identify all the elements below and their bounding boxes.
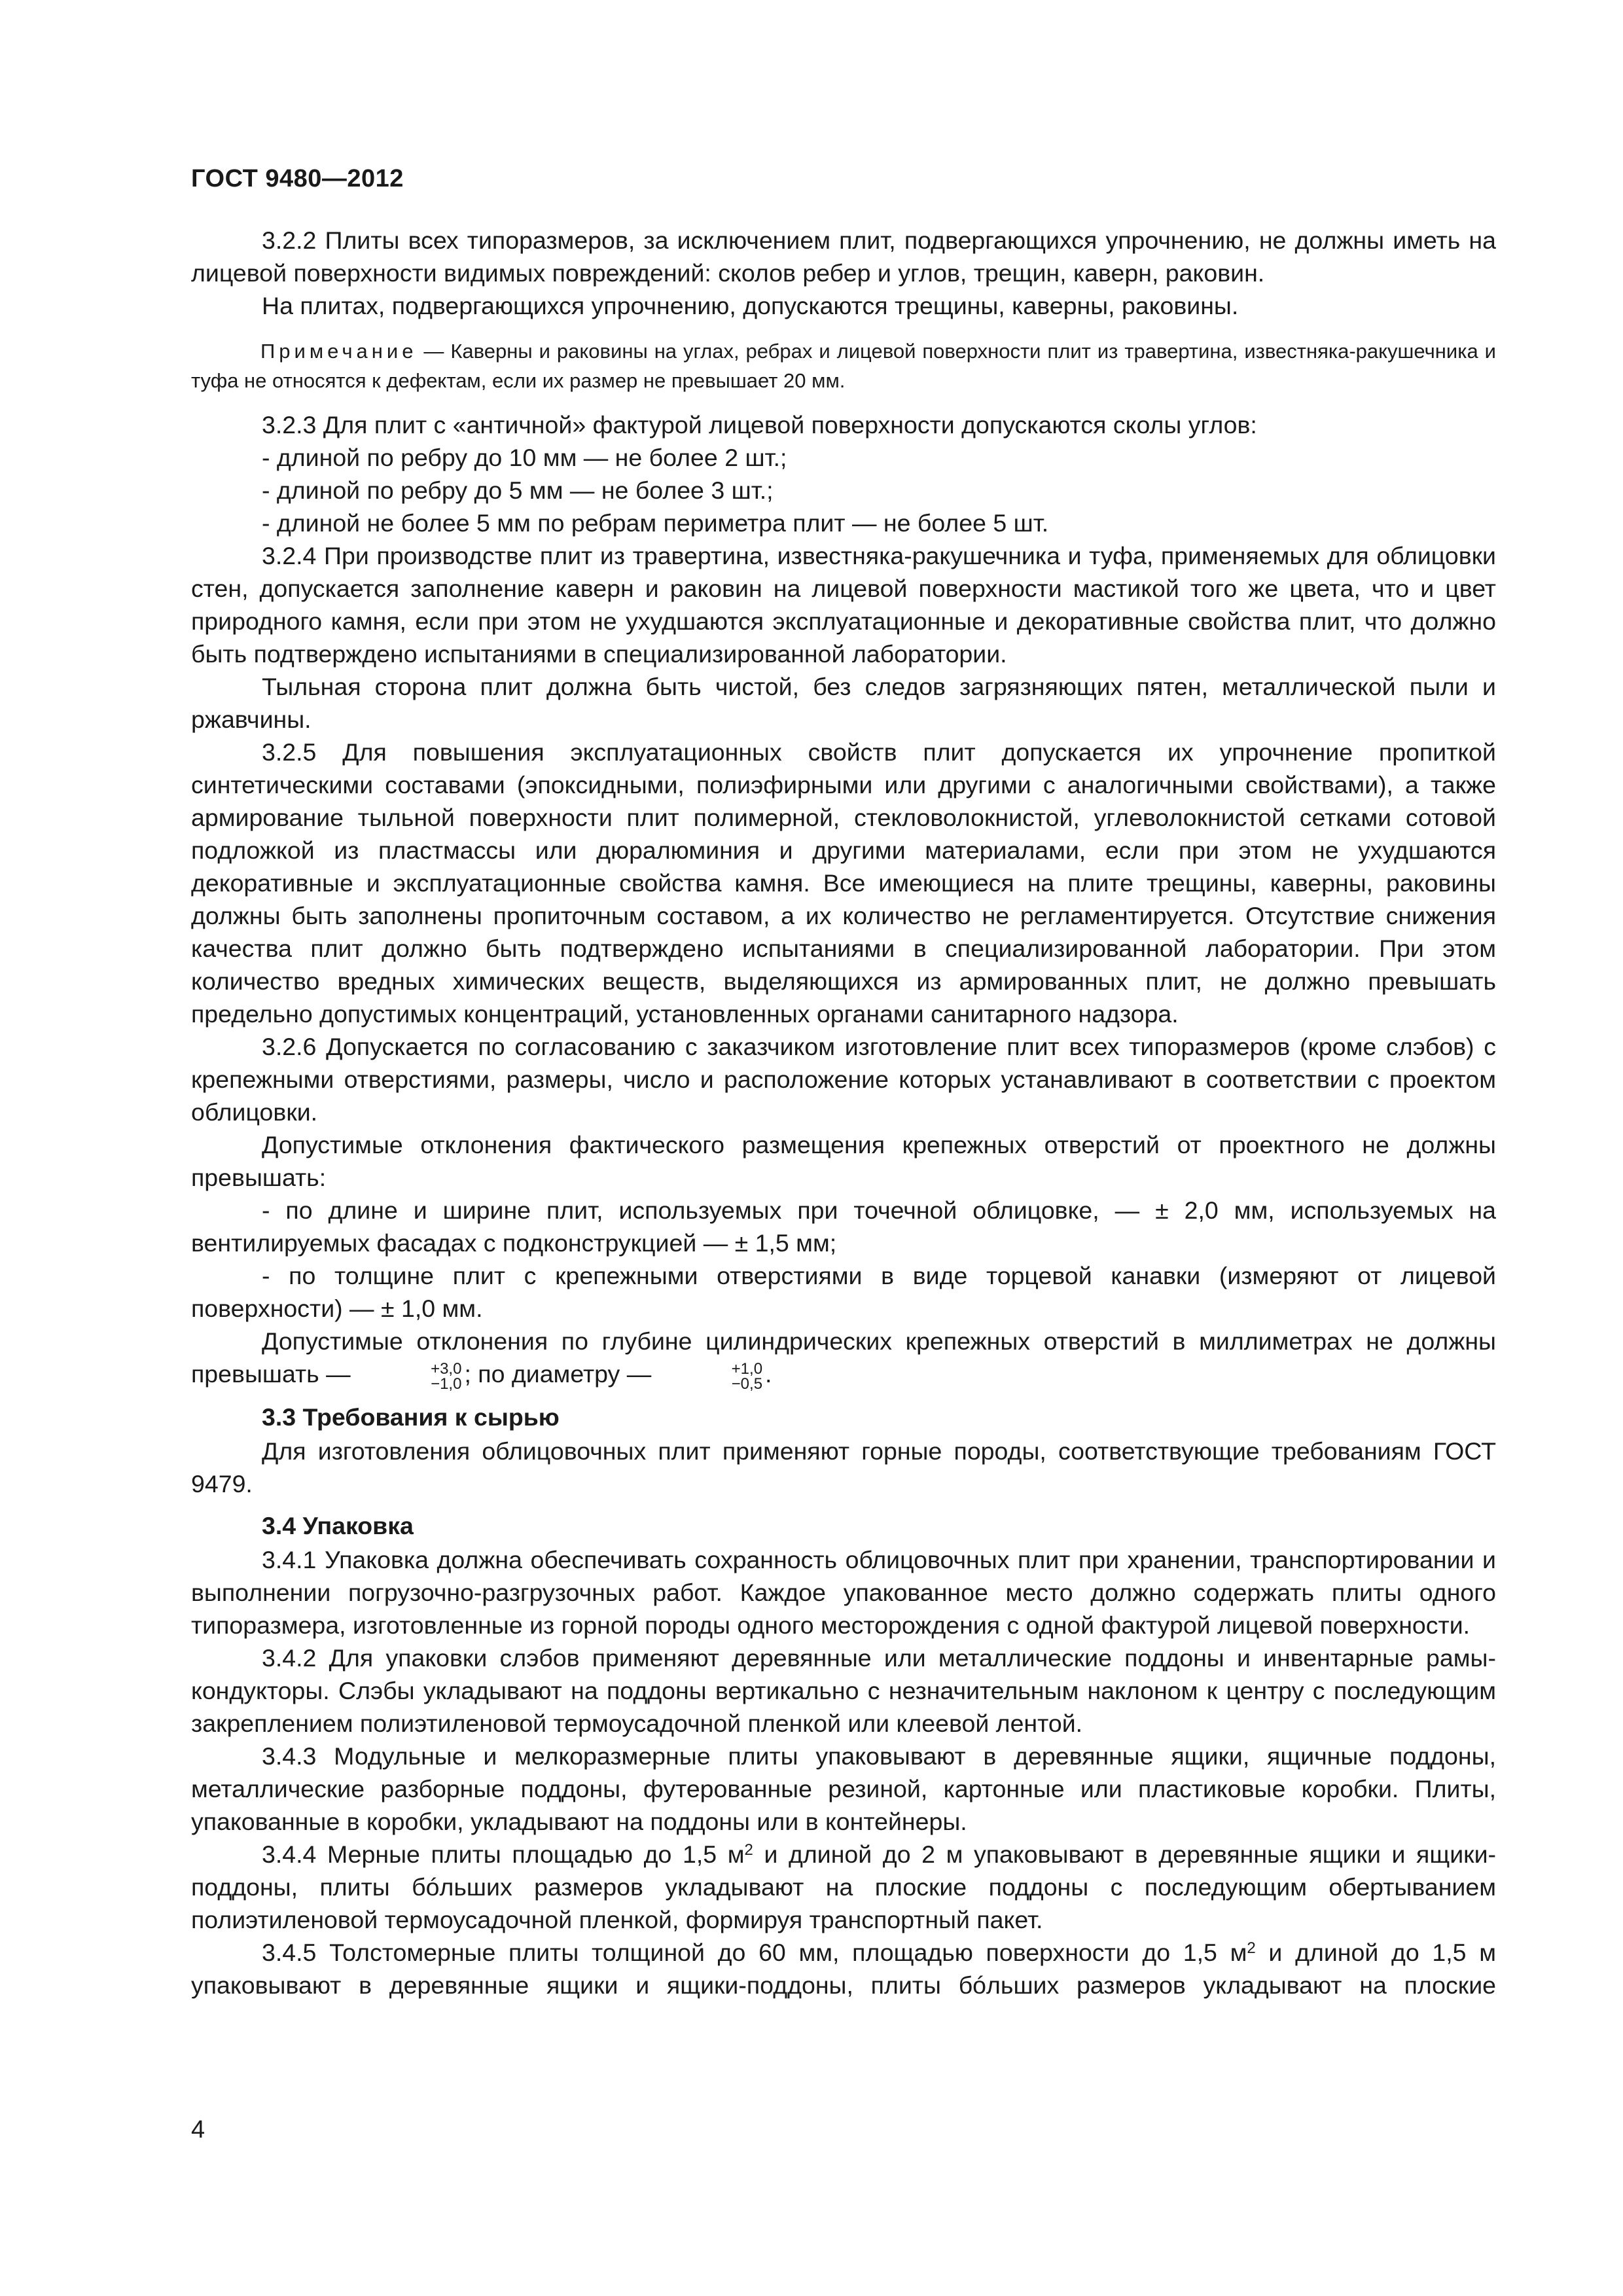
- note-text: — Каверны и раковины на углах, ребрах и лицевой поверхности плит из травертина, известняка-ракушечника и туфа не относятся к дефектам, если их размер не превышает 20 мм.: [191, 340, 1496, 392]
- tolerance-upper: +3,0: [431, 1360, 462, 1378]
- paragraph-3-4-1: 3.4.1 Упаковка должна обеспечивать сохранность облицовочных плит при хранении, транспортировании и выполнении погрузочно-разгрузочных работ. Каждое упакованное место должно содержать плиты одного типоразмера, изготовленные из горной породы одного месторождения с одной фактурой лицевой поверхности.: [191, 1546, 1496, 1640]
- superscript: 2: [1247, 1939, 1256, 1958]
- section-heading-3-4: 3.4 Упаковка: [262, 1512, 414, 1540]
- paragraph-3-4-5-text: 3.4.5 Толстомерные плиты толщиной до 60 мм, площадью поверхности до 1,5 м: [262, 1939, 1247, 1967]
- list-item: - длиной не более 5 мм по ребрам периметра плит — не более 5 шт.: [262, 509, 1049, 537]
- paragraph-3-2-5: 3.2.5 Для повышения эксплуатационных свойств плит допускается их упрочнение пропиткой синтетическими составами (эпоксидными, полиэфирными или другими с аналогичными свойствами), а также армирование тыльной поверхности плит полимерной, стекловолокнистой, углеволокнистой сетками сотовой подложкой из пластмассы или дюралюминия и другими материалами, если при этом не ухудшаются декоративные и эксплуатационные свойства камня. Все имеющиеся на плите трещины, каверны, раковины должны быть заполнены пропиточным составом, а их количество не регламентируется. Отсутствие снижения качества плит должно быть подтверждено испытаниями в специализированной лаборатории. При этом количество вредных химических веществ, выделяющихся из армированных плит, не должно превышать предельно допустимых концентраций, установленных органами санитарного надзора.: [191, 738, 1496, 1028]
- paragraph-3-2-6-b: Допустимые отклонения фактического размещения крепежных отверстий от проектного не должны превышать:: [191, 1131, 1496, 1191]
- document-header: ГОСТ 9480—2012: [191, 165, 404, 192]
- paragraph-3-4-5: [191, 1936, 1496, 2001]
- paragraph-3-2-6: 3.2.6 Допускается по согласованию с заказчиком изготовление плит всех типоразмеров (кроме слэбов) с крепежными отверстиями, размеры, число и расположение которых устанавливают в соответствии с проектом облицовки.: [191, 1033, 1496, 1126]
- list-item: - по длине и ширине плит, используемых при точечной облицовке, — ± 2,0 мм, используемых на вентилируемых фасадах с подконструкцией — ± 1,5 мм;: [191, 1196, 1496, 1257]
- page-number: 4: [191, 2116, 205, 2144]
- paragraph-3-4-4-text: 3.4.4 Мерные плиты площадью до 1,5 м: [262, 1840, 745, 1869]
- tolerance-mid-text: ; по диаметру —: [464, 1360, 652, 1388]
- document-body: [191, 224, 1496, 2001]
- paragraph-3-4-3: 3.4.3 Модульные и мелкоразмерные плиты упаковывают в деревянные ящики, ящичные поддоны, металлические разборные поддоны, футерованные резиной, картонные или пластиковые коробки. Плиты, упакованные в коробки, укладывают на поддоны или в контейнеры.: [191, 1742, 1496, 1836]
- paragraph-3-4-5-text-cont: и длиной до 1,5 м упаковывают в деревянные ящики и ящики-поддоны, плиты бóльших размеров укладывают на плоские: [191, 1939, 1496, 2000]
- paragraph-3-4-4: [191, 1838, 1496, 1936]
- list-item: - по толщине плит с крепежными отверстиями в виде торцевой канавки (измеряют от лицевой поверхности) — ± 1,0 мм.: [191, 1262, 1496, 1322]
- depth-tolerance: [360, 1361, 461, 1391]
- paragraph-3-2-2-b: На плитах, подвергающихся упрочнению, допускаются трещины, каверны, раковины.: [262, 292, 1239, 319]
- paragraph-3-2-3: 3.2.3 Для плит с «античной» фактурой лицевой поверхности допускаются сколы углов:: [262, 411, 1257, 439]
- paragraph-3-2-4: 3.2.4 При производстве плит из травертина, известняка-ракушечника и туфа, применяемых для облицовки стен, допускается заполнение каверн и раковин на лицевой поверхности мастикой того же цвета, что и цвет природного камня, если при этом не ухудшаются эксплуатационные и декоративные свойства плит, что должно быть подтверждено испытаниями в специализированной лаборатории.: [191, 542, 1496, 668]
- list-item: - длиной по ребру до 5 мм — не более 3 шт.;: [262, 476, 774, 504]
- section-heading-3-3: 3.3 Требования к сырью: [262, 1403, 560, 1431]
- paragraph-3-2-2: 3.2.2 Плиты всех типоразмеров, за исключением плит, подвергающихся упрочнению, не должны иметь на лицевой поверхности видимых повреждений: сколов ребер и углов, трещин, каверн, раковин.: [191, 226, 1496, 287]
- paragraph-3-4-4-text-cont: и длиной до 2 м упаковывают в деревянные ящики и ящики-поддоны, плиты бóльших размеров укладывают на плоские поддоны с последующим обертыванием полиэтиленовой термоусадочной пленкой, формируя транспортный пакет.: [191, 1840, 1497, 1934]
- tolerance-text: Допустимые отклонения по глубине цилиндрических крепежных отверстий в миллиметрах не должны превышать —: [191, 1327, 1496, 1388]
- paragraph-3-3: Для изготовления облицовочных плит применяют горные породы, соответствующие требованиям ГОСТ 9479.: [191, 1437, 1496, 1498]
- paragraph-3-2-4-b: Тыльная сторона плит должна быть чистой, без следов загрязняющих пятен, металлической пыли и ржавчины.: [191, 673, 1496, 733]
- tolerance-upper: +1,0: [731, 1360, 763, 1378]
- note-label: Примечание: [260, 340, 418, 363]
- note-paragraph: [191, 336, 1496, 395]
- superscript: 2: [744, 1841, 753, 1859]
- diameter-tolerance: [661, 1361, 762, 1391]
- tolerance-end: .: [765, 1360, 772, 1388]
- tolerance-lower: −1,0: [431, 1375, 462, 1393]
- tolerance-lower: −0,5: [731, 1375, 763, 1393]
- paragraph-3-4-2: 3.4.2 Для упаковки слэбов применяют деревянные или металлические поддоны и инвентарные рамы-кондукторы. Слэбы укладывают на поддоны вертикально с незначительным наклоном к центру с последующим закреплением полиэтиленовой термоусадочной пленкой или клеевой лентой.: [191, 1644, 1496, 1738]
- paragraph-3-2-6-c: [191, 1325, 1496, 1391]
- list-item: - длиной по ребру до 10 мм — не более 2 шт.;: [262, 444, 787, 471]
